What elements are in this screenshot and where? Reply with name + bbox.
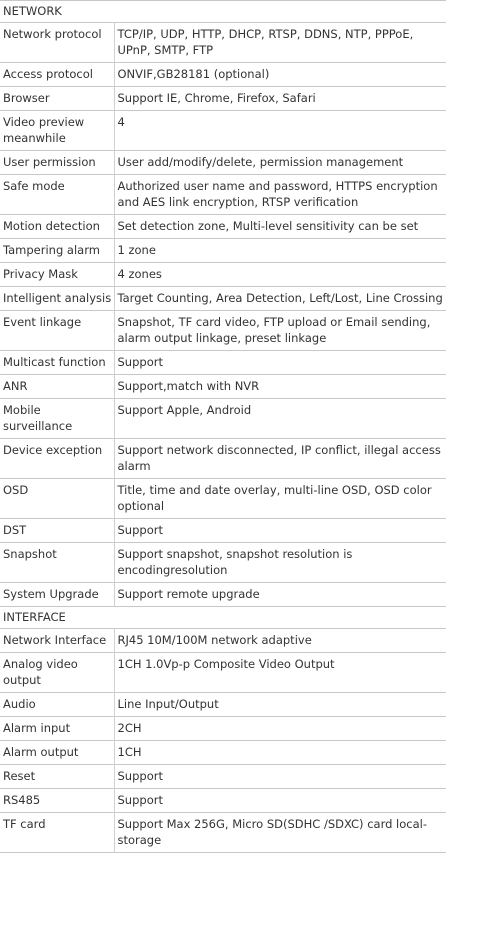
row-value: Support <box>114 765 446 789</box>
table-row <box>0 583 446 607</box>
row-value: Line Input/Output <box>114 693 446 717</box>
row-label: Audio <box>0 693 114 717</box>
table-row <box>0 813 446 853</box>
table-row <box>0 717 446 741</box>
table-row <box>0 351 446 375</box>
row-value: Target Counting, Area Detection, Left/Lost, Line Crossing <box>114 287 446 311</box>
row-label: Privacy Mask <box>0 263 114 287</box>
row-value: Support remote upgrade <box>114 583 446 607</box>
table-row <box>0 375 446 399</box>
table-row <box>0 629 446 653</box>
table-row <box>0 263 446 287</box>
table-row <box>0 693 446 717</box>
row-label: ANR <box>0 375 114 399</box>
section-row-network <box>0 1 446 23</box>
table-row <box>0 87 446 111</box>
row-value: Support <box>114 519 446 543</box>
row-value: 1CH 1.0Vp-p Composite Video Output <box>114 653 446 693</box>
section-row-interface <box>0 607 446 629</box>
spec-table-body <box>0 1 446 853</box>
section-title: INTERFACE <box>0 607 446 629</box>
table-row <box>0 519 446 543</box>
row-value: Support network disconnected, IP conflict, illegal access alarm <box>114 439 446 479</box>
row-label: Multicast function <box>0 351 114 375</box>
row-label: Network protocol <box>0 23 114 63</box>
row-value: Support snapshot, snapshot resolution is encodingresolution <box>114 543 446 583</box>
row-label: Motion detection <box>0 215 114 239</box>
row-value: Authorized user name and password, HTTPS encryption and AES link encryption, RTSP verification <box>114 175 446 215</box>
table-row <box>0 399 446 439</box>
table-row <box>0 63 446 87</box>
row-value: Support Max 256G, Micro SD(SDHC /SDXC) card local-storage <box>114 813 446 853</box>
row-label: User permission <box>0 151 114 175</box>
table-row <box>0 111 446 151</box>
row-label: Video preview meanwhile <box>0 111 114 151</box>
table-row <box>0 239 446 263</box>
row-value: Support <box>114 789 446 813</box>
row-label: Device exception <box>0 439 114 479</box>
row-label: TF card <box>0 813 114 853</box>
table-row <box>0 151 446 175</box>
row-label: Access protocol <box>0 63 114 87</box>
row-label: Tampering alarm <box>0 239 114 263</box>
row-label: Alarm output <box>0 741 114 765</box>
row-value: 4 <box>114 111 446 151</box>
row-label: Network Interface <box>0 629 114 653</box>
row-value: ONVIF,GB28181 (optional) <box>114 63 446 87</box>
table-row <box>0 311 446 351</box>
row-label: Safe mode <box>0 175 114 215</box>
table-row <box>0 543 446 583</box>
row-value: 4 zones <box>114 263 446 287</box>
row-label: Alarm input <box>0 717 114 741</box>
row-label: Reset <box>0 765 114 789</box>
row-label: Snapshot <box>0 543 114 583</box>
row-label: Analog video output <box>0 653 114 693</box>
row-value: Snapshot, TF card video, FTP upload or Email sending, alarm output linkage, preset linkage <box>114 311 446 351</box>
row-label: Event linkage <box>0 311 114 351</box>
table-row <box>0 175 446 215</box>
row-value: TCP/IP, UDP, HTTP, DHCP, RTSP, DDNS, NTP, PPPoE, UPnP, SMTP, FTP <box>114 23 446 63</box>
row-value: Support Apple, Android <box>114 399 446 439</box>
row-label: Intelligent analysis <box>0 287 114 311</box>
row-value: 1 zone <box>114 239 446 263</box>
row-label: RS485 <box>0 789 114 813</box>
table-row <box>0 479 446 519</box>
row-value: RJ45 10M/100M network adaptive <box>114 629 446 653</box>
table-row <box>0 439 446 479</box>
table-row <box>0 765 446 789</box>
section-title: NETWORK <box>0 1 446 23</box>
row-label: Mobile surveillance <box>0 399 114 439</box>
row-label: Browser <box>0 87 114 111</box>
row-value: Support IE, Chrome, Firefox, Safari <box>114 87 446 111</box>
row-value: 1CH <box>114 741 446 765</box>
row-label: System Upgrade <box>0 583 114 607</box>
row-value: User add/modify/delete, permission management <box>114 151 446 175</box>
table-row <box>0 741 446 765</box>
row-label: DST <box>0 519 114 543</box>
row-label: OSD <box>0 479 114 519</box>
row-value: Support,match with NVR <box>114 375 446 399</box>
row-value: Support <box>114 351 446 375</box>
row-value: Set detection zone, Multi-level sensitivity can be set <box>114 215 446 239</box>
table-row <box>0 215 446 239</box>
table-row <box>0 287 446 311</box>
table-row <box>0 23 446 63</box>
row-value: Title, time and date overlay, multi-line OSD, OSD color optional <box>114 479 446 519</box>
table-row <box>0 653 446 693</box>
table-row <box>0 789 446 813</box>
row-value: 2CH <box>114 717 446 741</box>
